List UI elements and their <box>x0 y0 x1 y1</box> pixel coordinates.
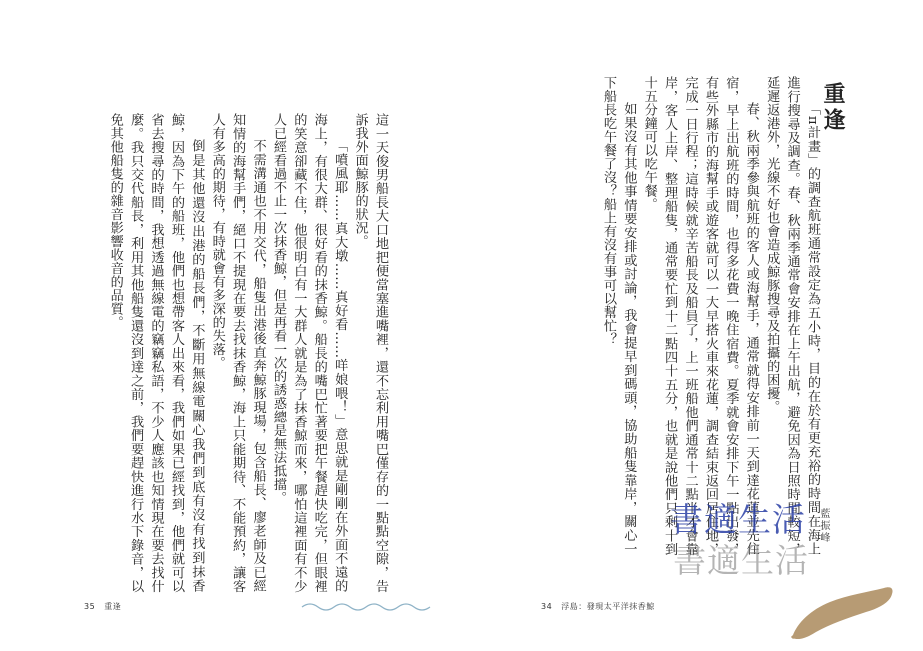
right-paragraph-3: 如果沒有其他事情要安排或討論，我會提早到碼頭，協助船隻靠岸，關心一下船長吃午餐了沒？船上有沒有事可以幫忙？ <box>600 76 637 556</box>
left-paragraph-4: 倒是其他還沒出港的船長們，不斷用無線電關心我們到底有沒有找到抹香鯨，因為下午的船班，他們也想帶客人出來看，我們如果已經找到，他們就可以省去搜尋的時間，我想透過無線電的竊竊私語，不少人應該也知情現在要去找什麼。我只交代船長，利用其他船隻還沒到達之前，我們要趕快進行水下錄音，以免其他船隻的雜音影響收音的品質。 <box>107 113 205 593</box>
left-page <box>0 0 461 651</box>
right-body-text <box>534 76 822 556</box>
left-page-number: 35 <box>84 602 96 611</box>
watermark-line-2: 書適生活 <box>673 541 809 580</box>
left-paragraph-3: 不需溝通也不用交代，船隻出港後直奔鯨豚現場，包含船長、廖老師及已經知情的海幫手們，絕口不提現在要去找抹香鯨，海上只能期待、不能預約，讓客人有多高的期待，有時就會有多深的失落。 <box>209 113 266 593</box>
left-running-head: 重逢 <box>104 602 122 611</box>
right-paragraph-1: 「π計畫」的調查航班通常設定為五小時，目的在於有更充裕的時間在海上進行搜尋及調查。春、秋兩季通常會安排在上午出航，避免因為日照時間較短，延遲返港外，光線不好也會造成鯨豚搜尋及拍攝的困擾。 <box>764 76 820 556</box>
right-page-number: 34 <box>541 602 553 611</box>
left-paragraph-2: 「噴風耶……真大墩……真好看……咩娘喂！」意思就是剛剛在外面不遠的海上，有很大群、很好看的抹香鯨。船長的嘴巴忙著要把午餐趕快吃完，但眼裡的笑意卻藏不住，他很明白有一大群人就是為了抹香鯨而來，哪怕這裡面有不少人已經看過不止一次抹香鯨，但是再看一次的誘惑總是無法抵擋。 <box>270 113 348 593</box>
right-paragraph-2: 春、秋兩季參與航班的客人或海幫手，通常就得安排前一天到達花蓮並先住宿，早上出航班的時間，也得多花費一晚住宿費。夏季就會安排下午一點出發，有些外縣市的海幫手或遊客就可以一大早搭火車來花蓮，調查結束返回居住地，完成一日行程；這時候就辛苦船長及船員了，上一班船他們通常十二點半才會靠岸，客人上岸、整理船隻，通常要忙到十二點四十五分，也就是說他們只剩十到十五分鐘可以吃午餐。 <box>641 76 759 556</box>
author-name: 藍振峰 <box>818 508 829 544</box>
wave-ornament-icon <box>300 598 438 616</box>
watermark-line-1: 書適生活 <box>670 500 806 539</box>
left-paragraph-1: 這一天俊男船長大口地把便當塞進嘴裡，還不忘利用嘴巴僅存的一點點空隙，告訴我外面鯨豚的狀況。 <box>352 113 388 593</box>
left-folio <box>84 601 127 612</box>
right-page <box>462 0 923 651</box>
left-body-text <box>70 113 390 593</box>
chapter-title: 重逢 <box>820 82 846 134</box>
right-running-head: 浮島：發現太平洋抹香鯨 <box>561 602 655 611</box>
right-folio <box>541 601 661 612</box>
sperm-whale-icon <box>786 580 896 642</box>
